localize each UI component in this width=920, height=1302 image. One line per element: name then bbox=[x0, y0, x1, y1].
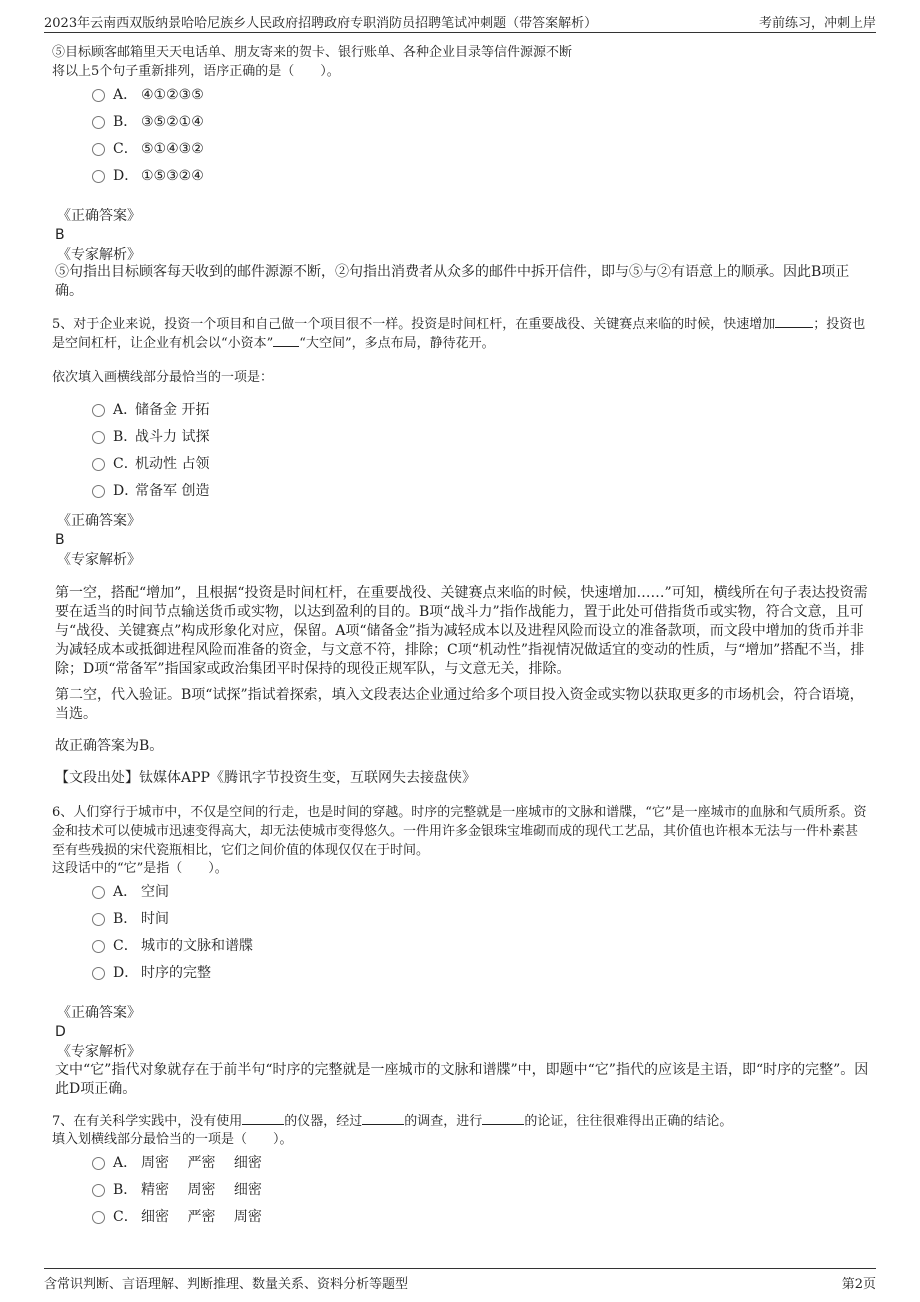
question-7-prompt: 填入划横线部分最恰当的一项是（ ）。 bbox=[52, 1132, 293, 1147]
radio-icon[interactable] bbox=[92, 940, 105, 953]
question-4-prompt: 将以上5个句子重新排列，语序正确的是（ ）。 bbox=[52, 64, 340, 79]
radio-icon[interactable] bbox=[92, 1157, 105, 1170]
option-c[interactable]: C． 细密 严密 周密 bbox=[92, 1205, 262, 1229]
footer-topics: 含常识判断、言语理解、判断推理、数量关系、资料分析等题型 bbox=[44, 1277, 409, 1292]
option-d[interactable]: D． 时序的完整 bbox=[92, 961, 211, 985]
page-number: 第2页 bbox=[841, 1277, 876, 1292]
header-slogan: 考前练习，冲刺上岸 bbox=[758, 16, 876, 31]
radio-icon[interactable] bbox=[92, 458, 105, 471]
radio-icon[interactable] bbox=[92, 485, 105, 498]
blank-1 bbox=[242, 1112, 284, 1125]
answer-label: 《正确答案》 bbox=[57, 513, 141, 529]
option-a[interactable]: A． 空间 bbox=[92, 880, 169, 904]
option-d[interactable]: D． ①⑤③②④ bbox=[92, 164, 204, 188]
document-title: 2023年云南西双版纳景哈哈尼族乡人民政府招聘政府专职消防员招聘笔试冲刺题（带答案解析） bbox=[44, 16, 598, 31]
correct-answer: D bbox=[55, 1024, 66, 1040]
option-a[interactable]: A． ④①②③⑤ bbox=[92, 83, 204, 107]
option-a[interactable]: A．储备金 开拓 bbox=[92, 398, 209, 422]
analysis-label: 《专家解析》 bbox=[57, 552, 141, 568]
option-b[interactable]: B． 时间 bbox=[92, 907, 169, 931]
analysis-text: 文中“它”指代对象就存在于前半句“时序的完整就是一座城市的文脉和谱牒”中，即题中“它”指代的应该是主语，即“时序的完整”。因此D项正确。 bbox=[55, 1062, 869, 1097]
analysis-paragraph-1: 第一空，搭配“增加”，且根据“投资是时间杠杆，在重要战役、关键赛点来临的时候，快速增加……”可知，横线所在句子表达投资需要在适当的时间节点输送货币或实物，以达到盈利的目的。B项“战斗力”指作战能力，置于此处可借指货币或实物，符合文意，且可与“战役、关键赛点”构成形象化对应，保留。A项“储备金”指为减轻成本以及进程风险而设立的准备款项，而文段中增加的货币并非为减轻成本或抵御进程风险而准备的资金，与文意不符，排除；C项“机动性”指视情况做适宜的变动的性质，与“增加”搭配不当，排除；D项“常备军”指国家或政治集团平时保持的现役正规军队，与文意无关，排除。 bbox=[55, 585, 868, 677]
radio-icon[interactable] bbox=[92, 404, 105, 417]
question-6-stem: 6、人们穿行于城市中，不仅是空间的行走，也是时间的穿越。时序的完整就是一座城市的文脉和谱牒，“它”是一座城市的血脉和气质所系。资金和技术可以使城市迅速变得高大，却无法使城市变得悠久。一件用许多金银珠宝堆砌而成的现代工艺品，其价值也许根本无法与一件朴素甚至有些残损的宋代瓷瓶相比，它们之间价值的体现仅仅在于时间。 bbox=[52, 805, 867, 858]
page-header bbox=[44, 10, 876, 33]
question-5-stem: 5、对于企业来说，投资一个项目和自己做一个项目很不一样。投资是时间杠杆，在重要战役、关键赛点来临的时候，快速增加 ；投资也是空间杠杆，让企业有机会以“小资本” “大空间”，多点布局，静待花开。 bbox=[52, 317, 866, 351]
option-c[interactable]: C．机动性 占领 bbox=[92, 452, 209, 476]
analysis-paragraph-2: 第二空，代入验证。B项“试探”指试着探索，填入文段表达企业通过给多个项目投入资金或实物以获取更多的市场机会，符合语境，当选。 bbox=[55, 687, 864, 722]
option-b[interactable]: B． ③⑤②①④ bbox=[92, 110, 204, 134]
option-a[interactable]: A． 周密 严密 细密 bbox=[92, 1151, 262, 1175]
question-4-line-5: ⑤目标顾客邮箱里天天电话单、朋友寄来的贺卡、银行账单、各种企业目录等信件源源不断 bbox=[52, 45, 573, 60]
blank-2 bbox=[362, 1112, 404, 1125]
source-citation: 【文段出处】钛媒体APP《腾讯字节投资生变，互联网失去接盘侠》 bbox=[55, 770, 476, 786]
correct-answer: B bbox=[55, 532, 65, 548]
option-b[interactable]: B． 精密 周密 细密 bbox=[92, 1178, 262, 1202]
option-c[interactable]: C． 城市的文脉和谱牒 bbox=[92, 934, 253, 958]
analysis-label: 《专家解析》 bbox=[57, 247, 141, 263]
option-d[interactable]: D．常备军 创造 bbox=[92, 479, 209, 503]
analysis-conclusion: 故正确答案为B。 bbox=[55, 738, 164, 754]
radio-icon[interactable] bbox=[92, 89, 105, 102]
blank-2 bbox=[273, 334, 299, 347]
analysis-label: 《专家解析》 bbox=[57, 1044, 141, 1060]
answer-label: 《正确答案》 bbox=[57, 208, 141, 224]
radio-icon[interactable] bbox=[92, 1184, 105, 1197]
question-7-stem: 7、在有关科学实践中，没有使用 的仪器，经过 的调查，进行 的论证，往往很难得出正确的结论。 bbox=[52, 1114, 733, 1129]
blank-1 bbox=[775, 315, 813, 328]
correct-answer: B bbox=[55, 227, 65, 243]
radio-icon[interactable] bbox=[92, 431, 105, 444]
answer-label: 《正确答案》 bbox=[57, 1005, 141, 1021]
radio-icon[interactable] bbox=[92, 886, 105, 899]
analysis-text: ⑤句指出目标顾客每天收到的邮件源源不断，②句指出消费者从众多的邮件中拆开信件，即与⑤与②有语意上的顺承。因此B项正确。 bbox=[55, 264, 850, 299]
blank-3 bbox=[482, 1112, 524, 1125]
radio-icon[interactable] bbox=[92, 1211, 105, 1224]
option-b[interactable]: B．战斗力 试探 bbox=[92, 425, 209, 449]
radio-icon[interactable] bbox=[92, 143, 105, 156]
question-6-prompt: 这段话中的“它”是指（ ）。 bbox=[52, 861, 228, 876]
option-c[interactable]: C． ⑤①④③② bbox=[92, 137, 204, 161]
page-footer bbox=[44, 1268, 876, 1293]
radio-icon[interactable] bbox=[92, 967, 105, 980]
radio-icon[interactable] bbox=[92, 116, 105, 129]
radio-icon[interactable] bbox=[92, 170, 105, 183]
radio-icon[interactable] bbox=[92, 913, 105, 926]
question-5-prompt: 依次填入画横线部分最恰当的一项是： bbox=[52, 370, 274, 385]
